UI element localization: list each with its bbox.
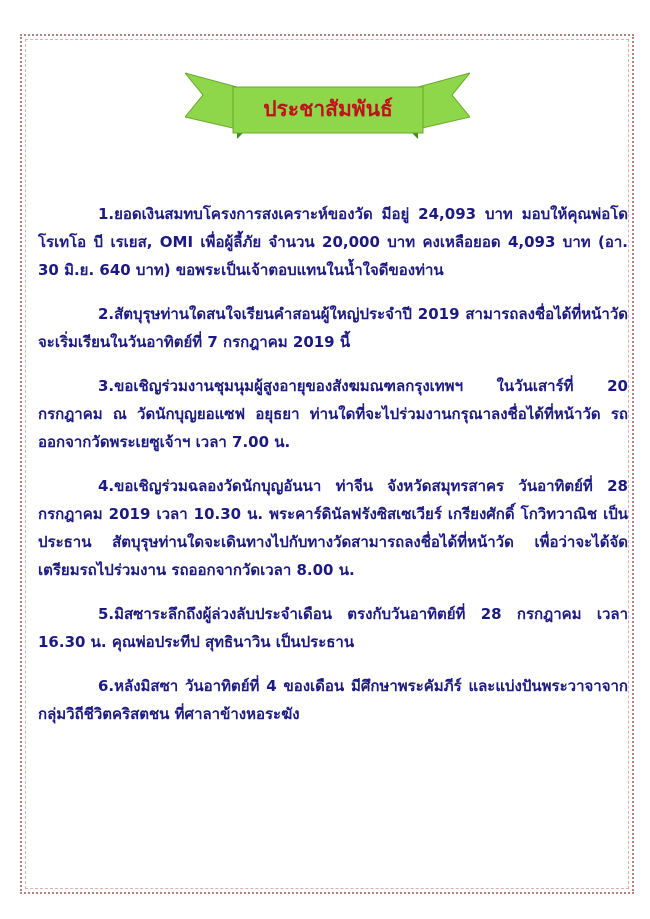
title-banner — [185, 65, 470, 165]
announcement-2: 2.สัตบุรุษท่านใดสนใจเรียนคำสอนผู้ใหญ่ประจำปี 2019 สามารถลงชื่อได้ที่หน้าวัด จะเริ่มเรียนในวันอาทิตย์ที่ 7 กรกฎาคม 2019 นี้ — [38, 305, 628, 351]
announcement-5: 5.มิสซาระลึกถึงผู้ล่วงลับประจำเดือน ตรงกับวันอาทิตย์ที่ 28 กรกฎาคม เวลา 16.30 น. คุณพ่อประทีป สุทธินาวิน เป็นประธาน — [38, 605, 628, 651]
announcement-3: 3.ขอเชิญร่วมงานชุมนุมผู้สูงอายุของสังฆมณฑลกรุงเทพฯ ในวันเสาร์ที่ 20 กรกฎาคม ณ วัดนักบุญยอแซฟ อยุธยา ท่านใดที่จะไปร่วมงานกรุณาลงชื่อได้ที่หน้าวัด รถออกจากวัดพระเยซูเจ้าฯ เวลา 7.00 น. — [38, 377, 628, 451]
announcement-4: 4.ขอเชิญร่วมฉลองวัดนักบุญอันนา ท่าจีน จังหวัดสมุทรสาคร วันอาทิตย์ที่ 28 กรกฎาคม 2019 เวลา 10.30 น. พระคาร์ดินัลฟรังซิสเซเวียร์ เกรียงศักดิ์ โกวิทวาณิช เป็นประธาน สัตบุรุษท่านใดจะเดินทางไปกับทางวัดสามารถลงชื่อได้ที่หน้าวัด เพื่อว่าจะได้จัดเตรียมรถไปร่วมงาน รถออกจากวัดเวลา 8.00 น. — [38, 477, 628, 579]
announcement-6: 6.หลังมิสซา วันอาทิตย์ที่ 4 ของเดือน มีศึกษาพระคัมภีร์ และแบ่งปันพระวาจาจากกลุ่มวิถีชีวิตคริสตชน ที่ศาลาข้างหอระฆัง — [38, 677, 628, 723]
banner-title: ประชาสัมพันธ์ — [263, 96, 393, 121]
announcements — [38, 200, 628, 744]
announcement-1: 1.ยอดเงินสมทบโครงการสงเคราะห์ของวัด มีอยู่ 24,093 บาท มอบให้คุณพ่อโดโรเทโอ บี เรเยส, OMI เพื่อผู้ลี้ภัย จำนวน 20,000 บาท คงเหลือยอด 4,093 บาท (อา. 30 มิ.ย. 640 บาท) ขอพระเป็นเจ้าตอบแทนในน้ำใจดีของท่าน — [38, 205, 628, 279]
